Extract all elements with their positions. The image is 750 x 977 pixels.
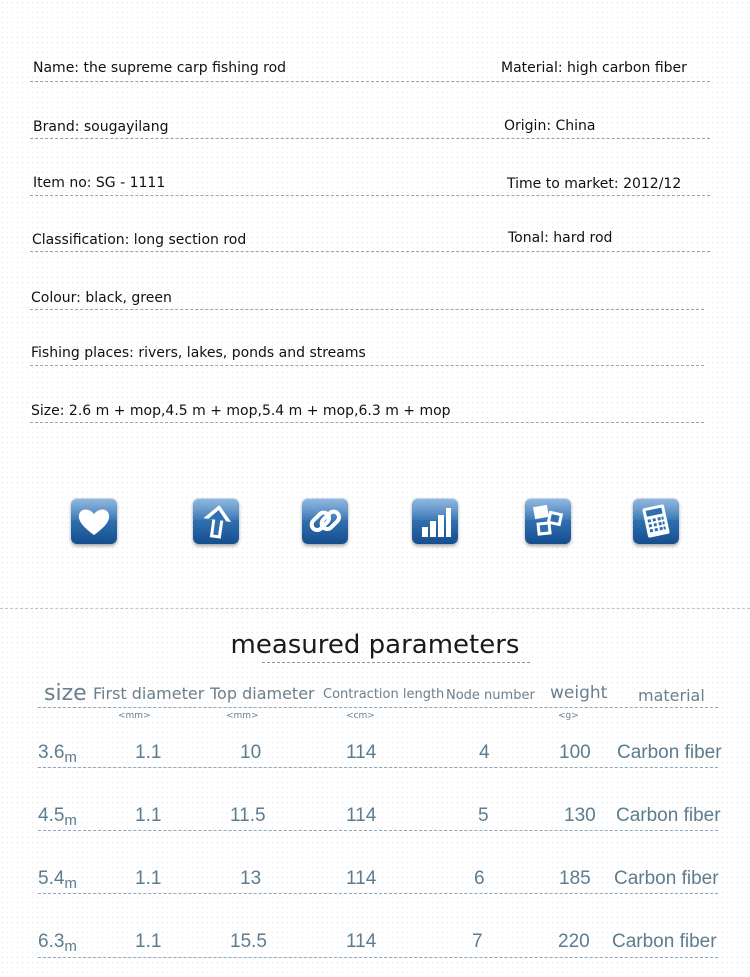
cell-first-diameter: 1.1 [135, 742, 162, 763]
cell-node-number: 4 [479, 742, 490, 763]
cell-material: Carbon fiber [617, 742, 722, 763]
cell-top-diameter: 11.5 [230, 805, 266, 826]
link-icon [302, 498, 348, 544]
spec-material: Material: high carbon fiber [501, 60, 687, 76]
spec-origin: Origin: China [504, 118, 596, 134]
cell-node-number: 7 [472, 931, 483, 952]
spec-name: Name: the supreme carp fishing rod [33, 60, 287, 76]
cell-node-number: 6 [474, 868, 485, 889]
cell-material: Carbon fiber [612, 931, 717, 952]
puzzle-icon [525, 498, 571, 544]
row-divider [38, 957, 718, 958]
cell-weight: 220 [558, 931, 590, 952]
section-title: measured parameters [230, 630, 520, 660]
unit-contraction-length: <cm> [346, 711, 375, 721]
calculator-icon [633, 498, 679, 544]
spec-fishing-places: Fishing places: rivers, lakes, ponds and streams [31, 345, 366, 361]
header-material: material [638, 686, 705, 705]
cell-contraction-length: 114 [346, 742, 377, 763]
header-contraction-length: Contraction length [323, 687, 445, 702]
spec-brand: Brand: sougayilang [33, 119, 169, 135]
cell-weight: 185 [559, 868, 591, 889]
cell-size: $4.5_m$ [38, 805, 77, 829]
cell-first-diameter: 1.1 [135, 805, 162, 826]
cell-size: $5.4_m$ [38, 868, 77, 892]
cell-top-diameter: 15.5 [230, 931, 267, 952]
row-divider [38, 767, 718, 768]
cell-material: Carbon fiber [614, 868, 719, 889]
heart-icon [71, 498, 117, 544]
row-divider [38, 893, 718, 894]
header-divider [38, 707, 718, 708]
divider [30, 81, 710, 82]
cell-size: $6.3_m$ [38, 931, 77, 955]
cell-contraction-length: 114 [346, 868, 377, 889]
unit-top-diameter: <mm> [226, 711, 259, 721]
cell-contraction-length: 114 [346, 805, 377, 826]
spec-item-no: Item no: SG - 1111 [33, 175, 166, 191]
divider [30, 138, 710, 139]
spec-classification: Classification: long section rod [32, 232, 247, 248]
title-underline [262, 662, 530, 663]
spec-tonal: Tonal: hard rod [508, 230, 613, 246]
cell-weight: 130 [564, 805, 596, 826]
cell-top-diameter: 13 [240, 868, 262, 889]
divider [30, 422, 704, 423]
header-weight: weight [550, 683, 608, 703]
section-divider [0, 608, 750, 609]
row-divider [38, 830, 718, 831]
divider [30, 365, 704, 366]
cell-first-diameter: 1.1 [135, 931, 162, 952]
unit-weight: <g> [558, 711, 579, 721]
cell-weight: 100 [559, 742, 591, 763]
divider [30, 309, 704, 310]
cell-material: Carbon fiber [616, 805, 721, 826]
spec-time-to-market: Time to market: 2012/12 [507, 176, 682, 192]
spec-colour: Colour: black, green [31, 290, 172, 306]
cell-first-diameter: 1.1 [135, 868, 162, 889]
divider [30, 251, 710, 252]
cell-top-diameter: 10 [240, 742, 262, 763]
cell-contraction-length: 114 [346, 931, 377, 952]
header-size: size [44, 681, 87, 706]
header-node-number: Node number [446, 688, 535, 703]
divider [30, 195, 710, 196]
arrow-up-icon [193, 498, 239, 544]
cell-node-number: 5 [478, 805, 489, 826]
header-first-diameter: First diameter [93, 684, 205, 703]
header-top-diameter: Top diameter [210, 684, 315, 703]
unit-first-diameter: <mm> [118, 711, 151, 721]
spec-size: Size: 2.6 m + mop,4.5 m + mop,5.4 m + mop,6.3 m + mop [31, 403, 451, 419]
cell-size: $3.6_m$ [38, 742, 77, 766]
bar-chart-icon [412, 498, 458, 544]
